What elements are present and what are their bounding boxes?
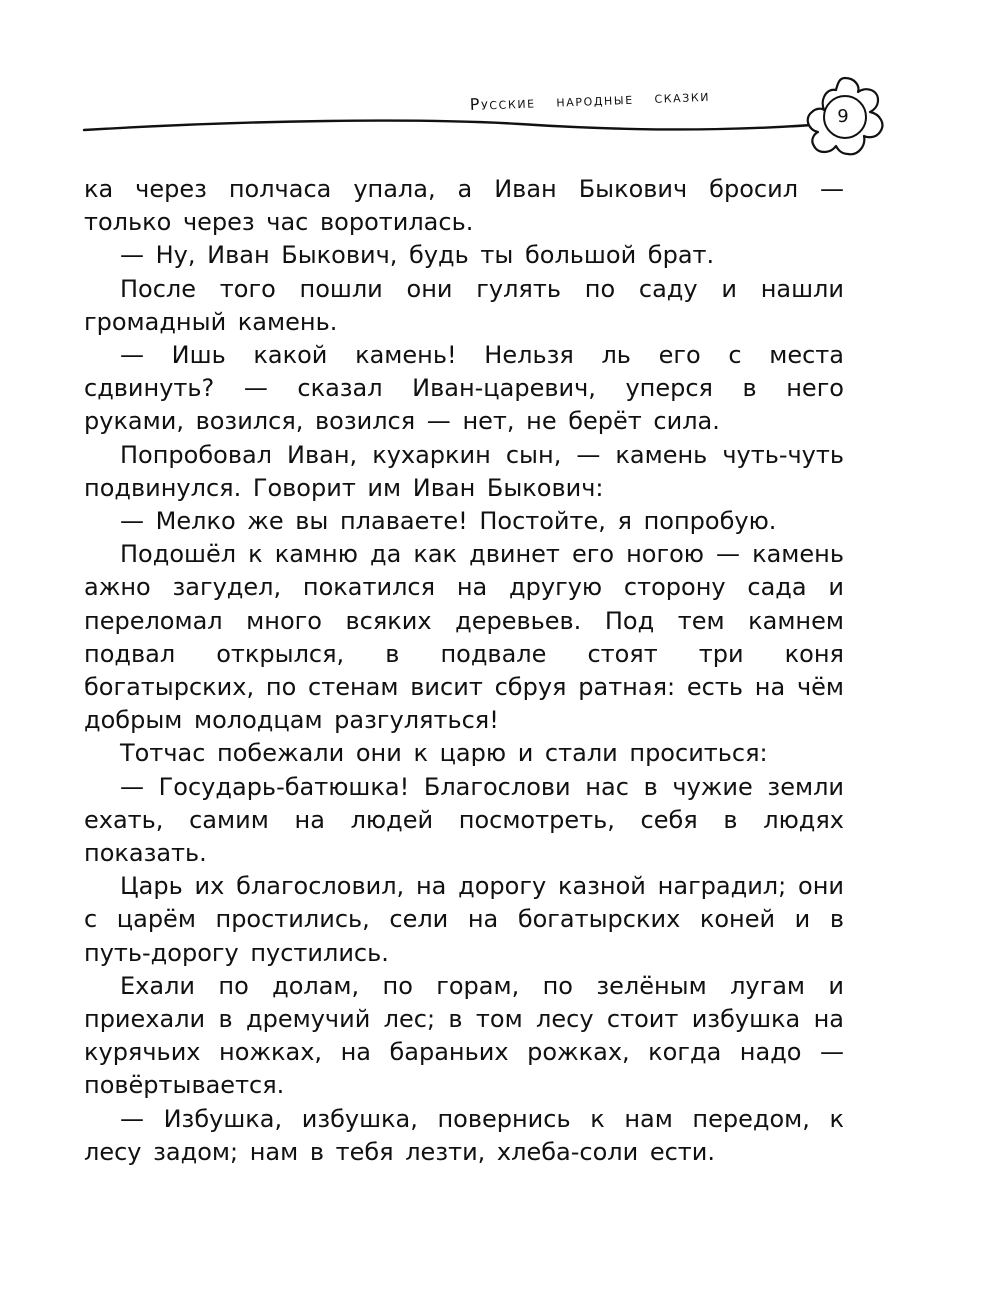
page-number: 9 <box>837 106 849 127</box>
paragraph: — Избушка, избушка, повернись к нам передом, к лесу задом; нам в тебя лезти, хлеба-соли ести. <box>84 1104 844 1166</box>
paragraph: Ехали по долам, по горам, по зелёным лугам и приехали в дремучий лес; в том лесу стоит избушка на курячьих ножках, на бараньих рожках, когда надо — повёртывается. <box>84 971 844 1100</box>
paragraph: Попробовал Иван, кухаркин сын, — камень чуть-чуть подвинулся. Говорит им Иван Быкович: <box>84 440 844 502</box>
paragraph: Подошёл к камню да как двинет его ногою — камень ажно загудел, покатился на другую сторону сада и переломал много всяких деревьев. Под тем камнем подвал открылся, в подвале стоят три коня богатырских, по стенам висит сбруя ратная: есть на чём добрым молодцам разгуляться! <box>84 540 844 735</box>
paragraph: — Государь-батюшка! Благослови нас в чужие земли ехать, самим на людей посмотреть, себя в людях показать. <box>84 772 844 868</box>
story-text <box>84 173 844 1169</box>
paragraph: — Ишь какой камень! Нельзя ль его с места сдвинуть? — сказал Иван-царевич, уперся в него руками, возился, возился — нет, не берёт сила. <box>84 341 844 436</box>
running-title-word: народные <box>555 88 635 111</box>
running-title-word: сказки <box>653 85 711 107</box>
paragraph: Царь их благословил, на дорогу казной наградил; они с царём простились, сели на богатырских коней и в путь-дорогу пустились. <box>84 872 844 967</box>
paragraph: ка через полчаса упала, а Иван Быкович бросил — только через час воротилась. <box>84 175 844 237</box>
running-title-word: Русские <box>469 92 537 114</box>
paragraph: Тотчас побежали они к царю и стали проситься: <box>120 739 768 768</box>
paragraph: — Ну, Иван Быкович, будь ты большой брат. <box>120 241 715 270</box>
paragraph: После того пошли они гулять по саду и нашли громадный камень. <box>84 274 844 336</box>
paragraph: — Мелко же вы плаваете! Постойте, я попробую. <box>120 507 777 536</box>
